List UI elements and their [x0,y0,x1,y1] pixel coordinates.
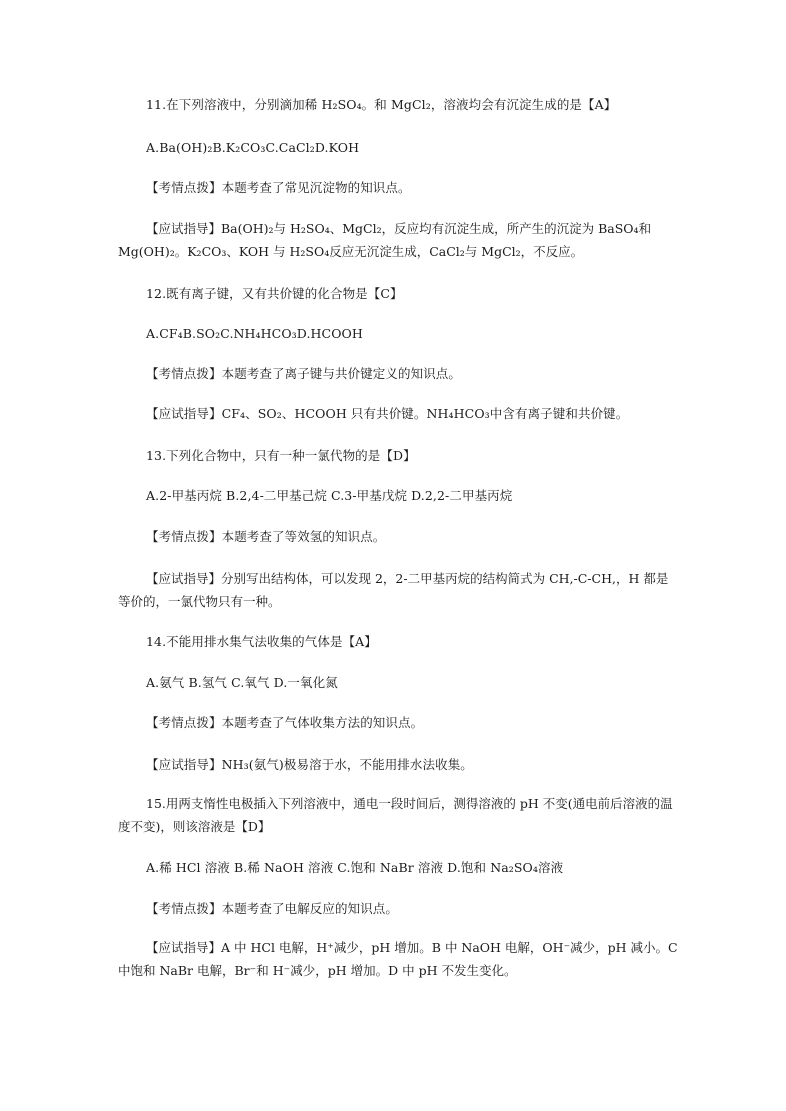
question-14: 14.不能用排水集气法收集的气体是【A】 [146,634,377,649]
question-12-guidance: 【应试指导】CF₄、SO₂、HCOOH 只有共价键。NH₄HCO₃中含有离子键和共价键。 [146,406,629,421]
question-12: 12.既有离子键，又有共价键的化合物是【C】 [146,286,403,301]
question-11: 11.在下列溶液中，分别滴加稀 H₂SO₄。和 MgCl₂，溶液均会有沉淀生成的是【A】 [146,97,617,112]
question-13-options: A.2-甲基丙烷 B.2,4-二甲基己烷 C.3-甲基戊烷 D.2,2-二甲基丙烷 [146,488,513,503]
question-15: 15.用两支惰性电极插入下列溶液中，通电一段时间后，测得溶液的 pH 不变(通电前后溶液的温度不变)，则该溶液是【D】 [118,796,673,834]
question-13-analysis: 【考情点拨】本题考查了等效氢的知识点。 [146,529,386,544]
question-11-analysis: 【考情点拨】本题考查了常见沉淀物的知识点。 [146,180,411,195]
question-14-options: A.氨气 B.氢气 C.氧气 D.一氧化氮 [146,675,338,690]
question-15-options: A.稀 HCl 溶液 B.稀 NaOH 溶液 C.饱和 NaBr 溶液 D.饱和 Na₂SO₄溶液 [146,860,564,875]
question-12-options: A.CF₄B.SO₂C.NH₄HCO₃D.HCOOH [146,326,363,341]
question-11-options: A.Ba(OH)₂B.K₂CO₃C.CaCl₂D.KOH [146,140,360,155]
question-13-guidance: 【应试指导】分别写出结构体，可以发现 2，2-二甲基丙烷的结构简式为 CH,-C-CH,，H 都是等价的，一氯代物只有一种。 [118,571,669,609]
question-12-analysis: 【考情点拨】本题考查了离子键与共价键定义的知识点。 [146,366,462,381]
question-15-guidance: 【应试指导】A 中 HCl 电解，H⁺减少，pH 增加。B 中 NaOH 电解，OH⁻减少，pH 减小。C 中饱和 NaBr 电解，Br⁻和 H⁻减少，pH 增加。D 中 pH 不发生变化。 [118,940,678,978]
question-14-guidance: 【应试指导】NH₃(氨气)极易溶于水，不能用排水法收集。 [146,757,473,772]
question-15-analysis: 【考情点拨】本题考查了电解反应的知识点。 [146,901,399,916]
question-14-analysis: 【考情点拨】本题考查了气体收集方法的知识点。 [146,715,424,730]
question-11-guidance: 【应试指导】Ba(OH)₂与 H₂SO₄、MgCl₂，反应均有沉淀生成，所产生的沉淀为 BaSO₄和 Mg(OH)₂。K₂CO₃、KOH 与 H₂SO₄反应无沉淀生成，CaCl₂与 MgCl₂，不反应。 [118,221,652,259]
question-13: 13.下列化合物中，只有一种一氯代物的是【D】 [146,448,416,463]
